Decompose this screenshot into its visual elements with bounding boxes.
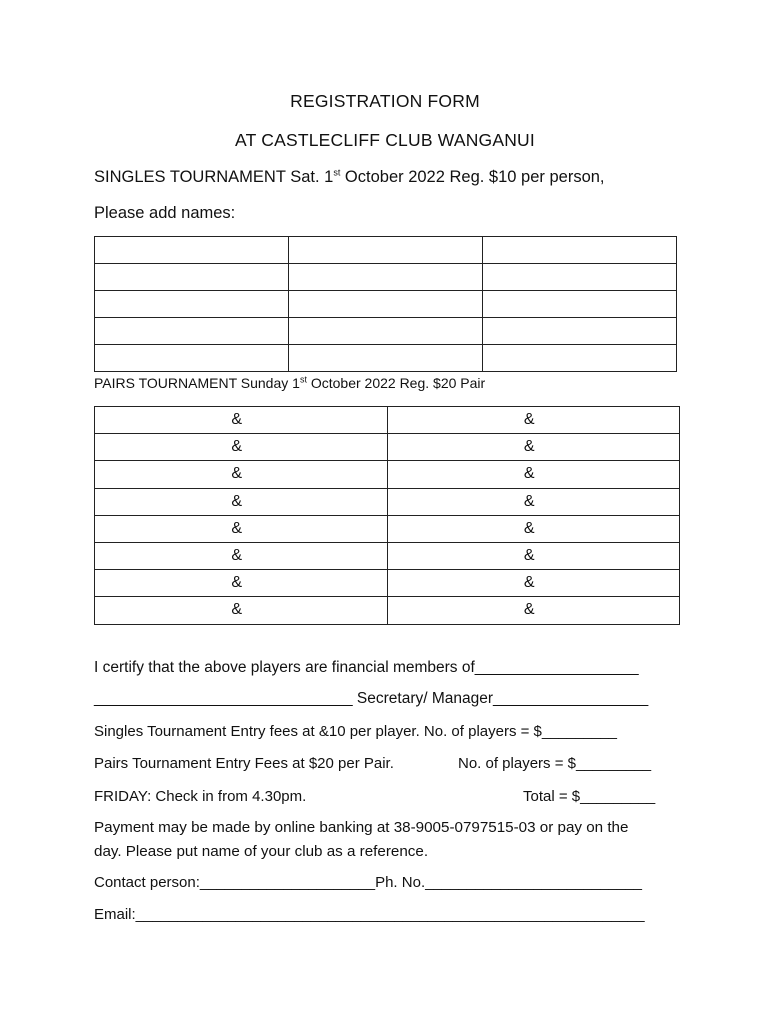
name-cell[interactable] xyxy=(95,237,289,264)
pair-cell[interactable]: & xyxy=(95,597,388,624)
name-cell[interactable] xyxy=(289,264,483,291)
pair-cell[interactable]: & xyxy=(387,597,680,624)
total-field[interactable]: Total = $_________ xyxy=(523,788,656,805)
pair-cell[interactable]: & xyxy=(95,488,388,515)
pair-cell[interactable]: & xyxy=(95,570,388,597)
contact-person-field[interactable]: Contact person:_____________________Ph. No.__________________________ xyxy=(94,874,643,891)
singles-fees-line[interactable]: Singles Tournament Entry fees at &10 per player. No. of players = $_________ xyxy=(94,723,617,740)
pairs-players-field[interactable]: No. of players = $_________ xyxy=(458,755,652,772)
name-cell[interactable] xyxy=(483,345,677,372)
pair-cell[interactable]: & xyxy=(95,434,388,461)
table-row xyxy=(95,264,677,291)
table-row xyxy=(95,542,680,569)
pair-cell[interactable]: & xyxy=(387,461,680,488)
name-cell[interactable] xyxy=(483,264,677,291)
pairs-names-table xyxy=(94,406,680,625)
pair-cell[interactable]: & xyxy=(387,434,680,461)
pair-cell[interactable]: & xyxy=(95,515,388,542)
name-cell[interactable] xyxy=(289,291,483,318)
pair-cell[interactable]: & xyxy=(95,461,388,488)
name-cell[interactable] xyxy=(95,345,289,372)
singles-heading: SINGLES TOURNAMENT Sat. 1st October 2022 Reg. $10 per person, xyxy=(94,167,605,186)
table-row xyxy=(95,237,677,264)
name-cell[interactable] xyxy=(289,237,483,264)
table-row xyxy=(95,407,680,434)
payment-text-line2: day. Please put name of your club as a reference. xyxy=(94,843,429,860)
table-row xyxy=(95,291,677,318)
pairs-fees-label: Pairs Tournament Entry Fees at $20 per Pair. xyxy=(94,755,394,772)
pair-cell[interactable]: & xyxy=(387,570,680,597)
table-row xyxy=(95,570,680,597)
pair-cell[interactable]: & xyxy=(387,542,680,569)
pair-cell[interactable]: & xyxy=(387,488,680,515)
name-cell[interactable] xyxy=(95,264,289,291)
friday-checkin-text: FRIDAY: Check in from 4.30pm. xyxy=(94,788,307,805)
email-field[interactable]: Email:_____________________________________________________________ xyxy=(94,906,645,923)
certify-line[interactable]: I certify that the above players are financial members of___________________ xyxy=(94,659,639,676)
pair-cell[interactable]: & xyxy=(387,515,680,542)
name-cell[interactable] xyxy=(95,318,289,345)
pair-cell[interactable]: & xyxy=(95,542,388,569)
table-row xyxy=(95,515,680,542)
name-cell[interactable] xyxy=(289,318,483,345)
table-row xyxy=(95,597,680,624)
name-cell[interactable] xyxy=(289,345,483,372)
table-row xyxy=(95,488,680,515)
payment-text-line1: Payment may be made by online banking at 38-9005-0797515-03 or pay on the xyxy=(94,819,629,836)
name-cell[interactable] xyxy=(95,291,289,318)
table-row xyxy=(95,345,677,372)
pair-cell[interactable]: & xyxy=(95,407,388,434)
secretary-signature-line[interactable]: ______________________________ Secretary/ Manager__________________ xyxy=(94,690,649,707)
singles-prompt: Please add names: xyxy=(94,204,236,222)
form-subtitle: AT CASTLECLIFF CLUB WANGANUI xyxy=(235,130,535,150)
table-row xyxy=(95,318,677,345)
pairs-heading: PAIRS TOURNAMENT Sunday 1st October 2022 Reg. $20 Pair xyxy=(94,374,486,391)
name-cell[interactable] xyxy=(483,291,677,318)
table-row xyxy=(95,434,680,461)
name-cell[interactable] xyxy=(483,318,677,345)
pair-cell[interactable]: & xyxy=(387,407,680,434)
table-row xyxy=(95,461,680,488)
form-title: REGISTRATION FORM xyxy=(290,91,480,111)
name-cell[interactable] xyxy=(483,237,677,264)
singles-names-table xyxy=(94,236,677,372)
